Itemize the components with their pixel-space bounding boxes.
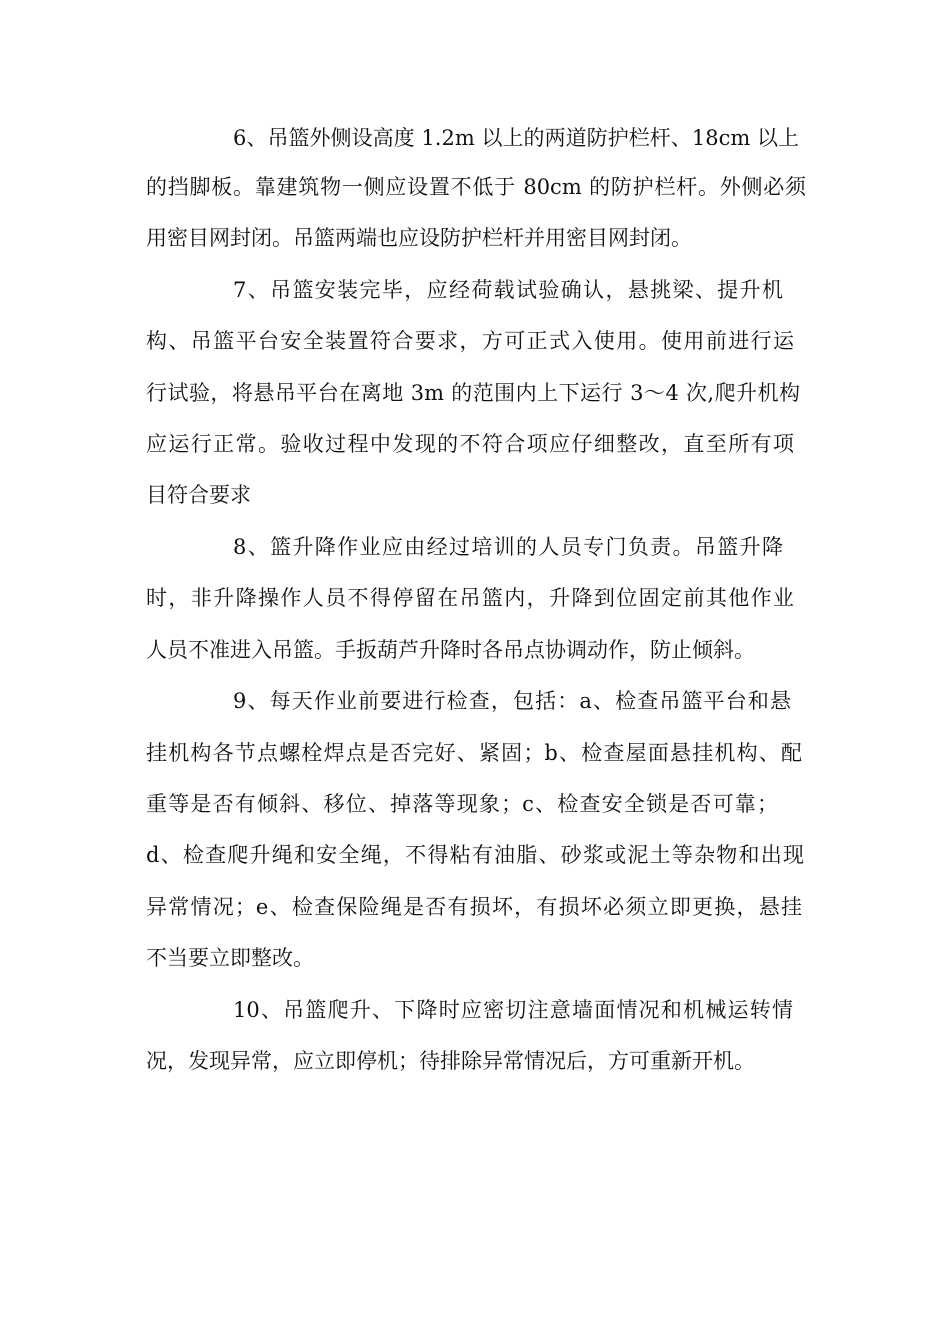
paragraph-9-line-5: 异常情况；e、检查保险绳是否有损坏，有损坏必须立即更换，悬挂 [146,895,802,919]
paragraph-10-line-1: 10、吊篮爬升、下降时应密切注意墙面情况和机械运转情 [233,998,793,1022]
paragraph-9-line-4: d、检查爬升绳和安全绳，不得粘有油脂、砂浆或泥土等杂物和出现 [146,843,804,867]
paragraph-6-line-1: 6、吊篮外侧设高度 1.2m 以上的两道防护栏杆、18cm 以上 [233,126,799,150]
paragraph-8-line-2: 时，非升降操作人员不得停留在吊篮内，升降到位固定前其他作业 [146,586,794,610]
paragraph-6-line-2: 的挡脚板。靠建筑物一侧应设置不低于 80cm 的防护栏杆。外侧必须 [146,175,806,199]
paragraph-8-line-1: 8、篮升降作业应由经过培训的人员专门负责。吊篮升降 [233,535,783,559]
paragraph-8-line-3: 人员不准进入吊篮。手扳葫芦升降时各吊点协调动作，防止倾斜。 [146,638,755,662]
paragraph-9-line-6: 不当要立即整改。 [146,946,314,970]
paragraph-7-line-1: 7、吊篮安装完毕，应经荷载试验确认，悬挑梁、提升机 [233,278,783,302]
paragraph-9-line-3: 重等是否有倾斜、移位、掉落等现象；c、检查安全锁是否可靠； [146,792,778,816]
paragraph-7-line-2: 构、吊篮平台安全装置符合要求，方可正式入使用。使用前进行运 [146,329,794,353]
paragraph-9-line-1: 9、每天作业前要进行检查，包括：a、检查吊篮平台和悬 [233,689,791,713]
paragraph-7-line-4: 应运行正常。验收过程中发现的不符合项应仔细整改，直至所有项 [146,432,794,456]
paragraph-6-line-3: 用密目网封闭。吊篮两端也应设防护栏杆并用密目网封闭。 [146,226,692,250]
paragraph-10-line-2: 况，发现异常，应立即停机；待排除异常情况后，方可重新开机。 [146,1049,755,1073]
paragraph-9-line-2: 挂机构各节点螺栓焊点是否完好、紧固；b、检查屋面悬挂机构、配 [146,741,802,765]
paragraph-7-line-3: 行试验，将悬吊平台在离地 3m 的范围内上下运行 3～4 次,爬升机构 [146,381,800,405]
paragraph-7-line-5: 目符合要求 [146,483,251,507]
